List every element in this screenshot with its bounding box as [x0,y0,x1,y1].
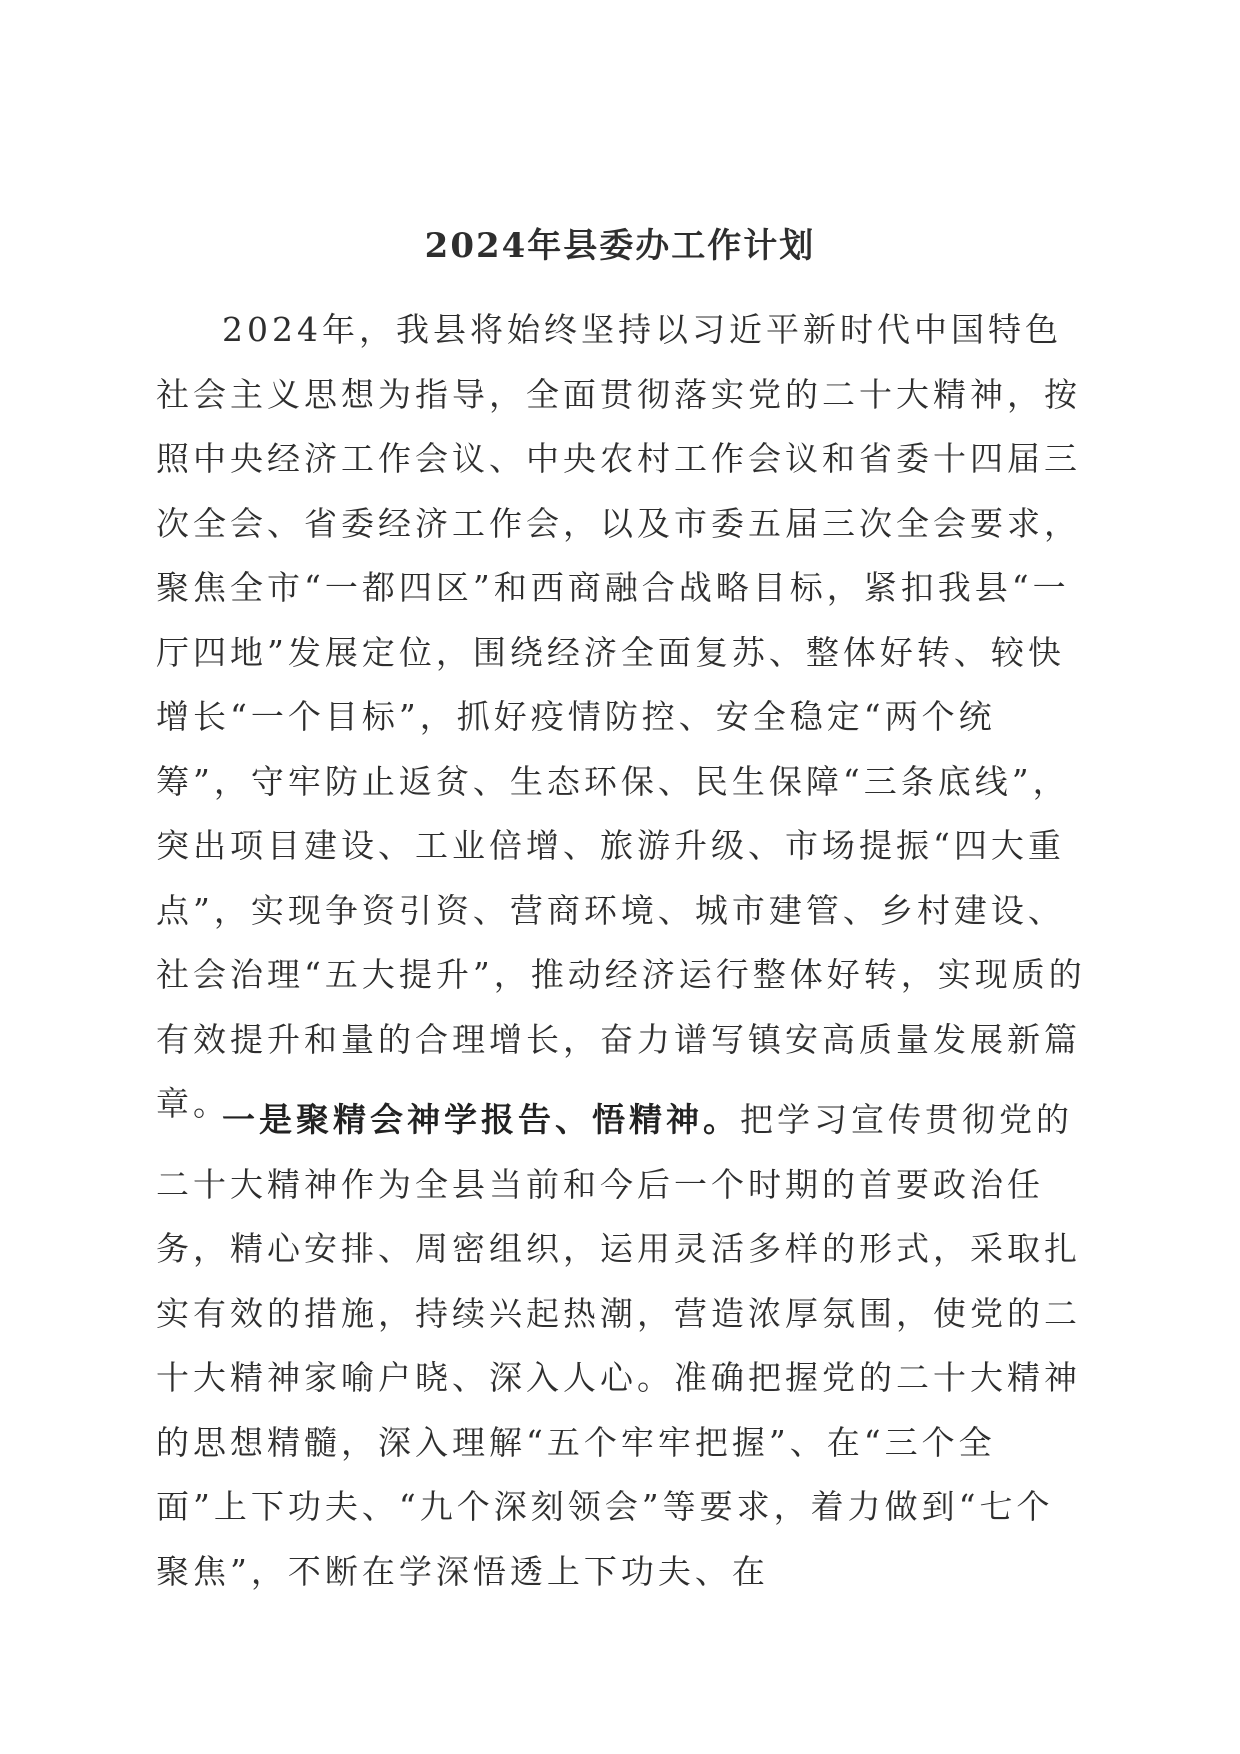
paragraph-intro [156,298,1086,1137]
paragraph-text: 2024年，我县将始终坚持以习近平新时代中国特色社会主义思想为指导，全面贯彻落实党的二十大精神，按照中央经济工作会议、中央农村工作会议和省委十四届三次全会、省委经济工作会，以及市委五届三次全会要求，聚焦全市“一都四区”和西商融合战略目标，紧扣我县“一厅四地”发展定位，围绕经济全面复苏、整体好转、较快增长“一个目标”，抓好疫情防控、安全稳定“两个统筹”，守牢防止返贫、生态环保、民生保障“三条底线”，突出项目建设、工业倍增、旅游升级、市场提振“四大重点”，实现争资引资、营商环境、城市建管、乡村建设、社会治理“五大提升”，推动经济运行整体好转，实现质的有效提升和量的合理增长，奋力谱写镇安高质量发展新篇章。 [156,310,1086,1123]
document-body [156,0,1086,1754]
paragraph-lead: 一是聚精会神学报告、悟精神。 [222,1100,740,1139]
document-title: 2024年县委办工作计划 [424,226,816,266]
paragraph-first-point [156,1088,1086,1604]
paragraph-text: 把学习宣传贯彻党的二十大精神作为全县当前和今后一个时期的首要政治任务，精心安排、周密组织，运用灵活多样的形式，采取扎实有效的措施，持续兴起热潮，营造浓厚氛围，使党的二十大精神家喻户晓、深入人心。准确把握党的二十大精神的思想精髓，深入理解“五个牢牢把握”、在“三个全面”上下功夫、“九个深刻领会”等要求，着力做到“七个聚焦”，不断在学深悟透上下功夫、在 [156,1100,1081,1591]
